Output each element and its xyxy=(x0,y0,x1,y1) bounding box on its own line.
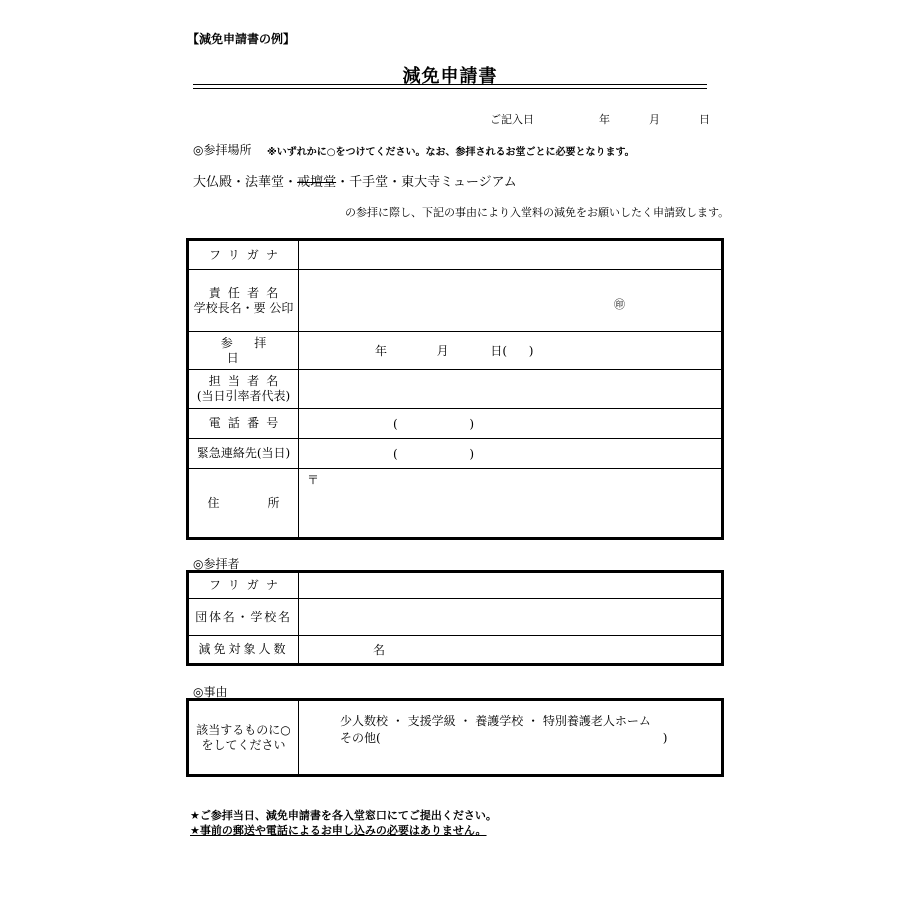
reason-table xyxy=(186,698,724,777)
venue-separator: ・ xyxy=(284,175,298,190)
reason-options-line[interactable]: 少人数校 ・ 支援学級 ・ 養護学校 ・ 特別養護老人ホーム xyxy=(340,714,651,728)
form-title: 減免申請書 xyxy=(402,66,498,87)
count-unit: 名 xyxy=(373,643,386,657)
group-name-field[interactable] xyxy=(299,599,723,636)
venue-options xyxy=(193,171,517,190)
seal-mark: ㊞ xyxy=(614,298,625,311)
entry-date-year: 年 xyxy=(599,113,610,126)
reason-options-field[interactable] xyxy=(299,700,723,776)
worshippers-furigana-label: フリガナ xyxy=(188,572,299,599)
visit-date-day: 日( xyxy=(490,344,508,358)
responsible-name-field[interactable] xyxy=(299,270,723,332)
address-field[interactable] xyxy=(299,469,723,539)
phone-close-paren: ) xyxy=(469,416,475,431)
venue-separator: ・ xyxy=(388,175,402,190)
address-label-char2: 所 xyxy=(267,495,280,510)
responsible-name-label xyxy=(188,270,299,332)
postal-mark: 〒 xyxy=(307,473,320,487)
venue-option-hokkedo[interactable]: 法華堂 xyxy=(245,175,285,190)
venue-note: ※いずれかに○をつけてください。なお、参拝されるお堂ごとに必要となります。 xyxy=(267,147,635,158)
entry-date-day: 日 xyxy=(699,113,710,126)
reason-other-prefix: その他( xyxy=(340,730,381,745)
reason-instruction-line2: をしてください xyxy=(201,737,286,752)
phone-open-paren: ( xyxy=(393,416,398,431)
visit-date-month: 月 xyxy=(436,344,449,358)
worshippers-table xyxy=(186,570,724,666)
venue-heading: ◎参拝場所 xyxy=(193,143,252,157)
reason-heading: ◎事由 xyxy=(193,685,228,699)
group-name-label: 団体名・学校名 xyxy=(188,599,299,636)
worshippers-furigana-field[interactable] xyxy=(299,572,723,599)
applicant-furigana-label: フリガナ xyxy=(188,240,299,270)
visit-date-label: 参拝日 xyxy=(188,332,299,370)
entry-date-label: ご記入日 xyxy=(490,113,534,126)
example-label: 【減免申請書の例】 xyxy=(187,32,296,46)
phone-field[interactable] xyxy=(299,409,723,439)
entry-date-line xyxy=(490,111,710,127)
request-sentence: の参拝に際し、下記の事由により入堂料の減免をお願いしたく申請致します。 xyxy=(345,206,730,219)
applicant-furigana-field[interactable] xyxy=(299,240,723,270)
staff-name-field[interactable] xyxy=(299,370,723,409)
reason-instruction-line1: 該当するものに○ xyxy=(196,722,291,737)
emergency-contact-field[interactable] xyxy=(299,439,723,469)
phone-label: 電話番号 xyxy=(188,409,299,439)
venue-separator: ・ xyxy=(336,175,350,190)
venue-separator: ・ xyxy=(232,175,246,190)
address-label xyxy=(188,469,299,539)
visit-date-year: 年 xyxy=(375,344,388,358)
reason-other-line[interactable] xyxy=(340,730,667,747)
visit-date-weekday-close: ) xyxy=(528,344,534,358)
applicant-table xyxy=(186,238,724,540)
title-double-rule xyxy=(193,84,707,89)
venue-option-senjudo[interactable]: 千手堂 xyxy=(349,175,389,190)
notice-submit-on-day: ★ご参拝当日、減免申請書を各入堂窓口にてご提出ください。 xyxy=(190,809,497,822)
staff-name-label xyxy=(188,370,299,409)
reduction-count-field[interactable] xyxy=(299,636,723,665)
notice-no-advance-application: ★事前の郵送や電話によるお申し込みの必要はありません。 xyxy=(190,824,487,837)
responsible-name-label-line1: 責任者名 xyxy=(208,285,286,300)
staff-name-label-line2: (当日引率者代表) xyxy=(196,389,291,403)
emergency-contact-label: 緊急連絡先(当日) xyxy=(188,439,299,469)
staff-name-label-line1: 担当者名 xyxy=(208,374,286,388)
worshippers-heading: ◎参拝者 xyxy=(193,557,240,571)
visit-date-field[interactable] xyxy=(299,332,723,370)
emergency-open-paren: ( xyxy=(393,446,398,461)
venue-option-museum[interactable]: 東大寺ミュージアム xyxy=(401,175,517,190)
address-label-char1: 住 xyxy=(207,495,220,510)
entry-date-month: 月 xyxy=(649,113,660,126)
responsible-name-label-line2: 学校長名・要 公印 xyxy=(193,300,294,315)
reduction-count-label: 減免対象人数 xyxy=(188,636,299,665)
venue-option-kaidando-struck: 戒壇堂 xyxy=(297,175,337,190)
venue-option-daibutsuden[interactable]: 大仏殿 xyxy=(193,175,233,190)
emergency-close-paren: ) xyxy=(469,446,475,461)
reason-instruction xyxy=(188,700,299,776)
reason-other-close: ) xyxy=(662,730,668,745)
